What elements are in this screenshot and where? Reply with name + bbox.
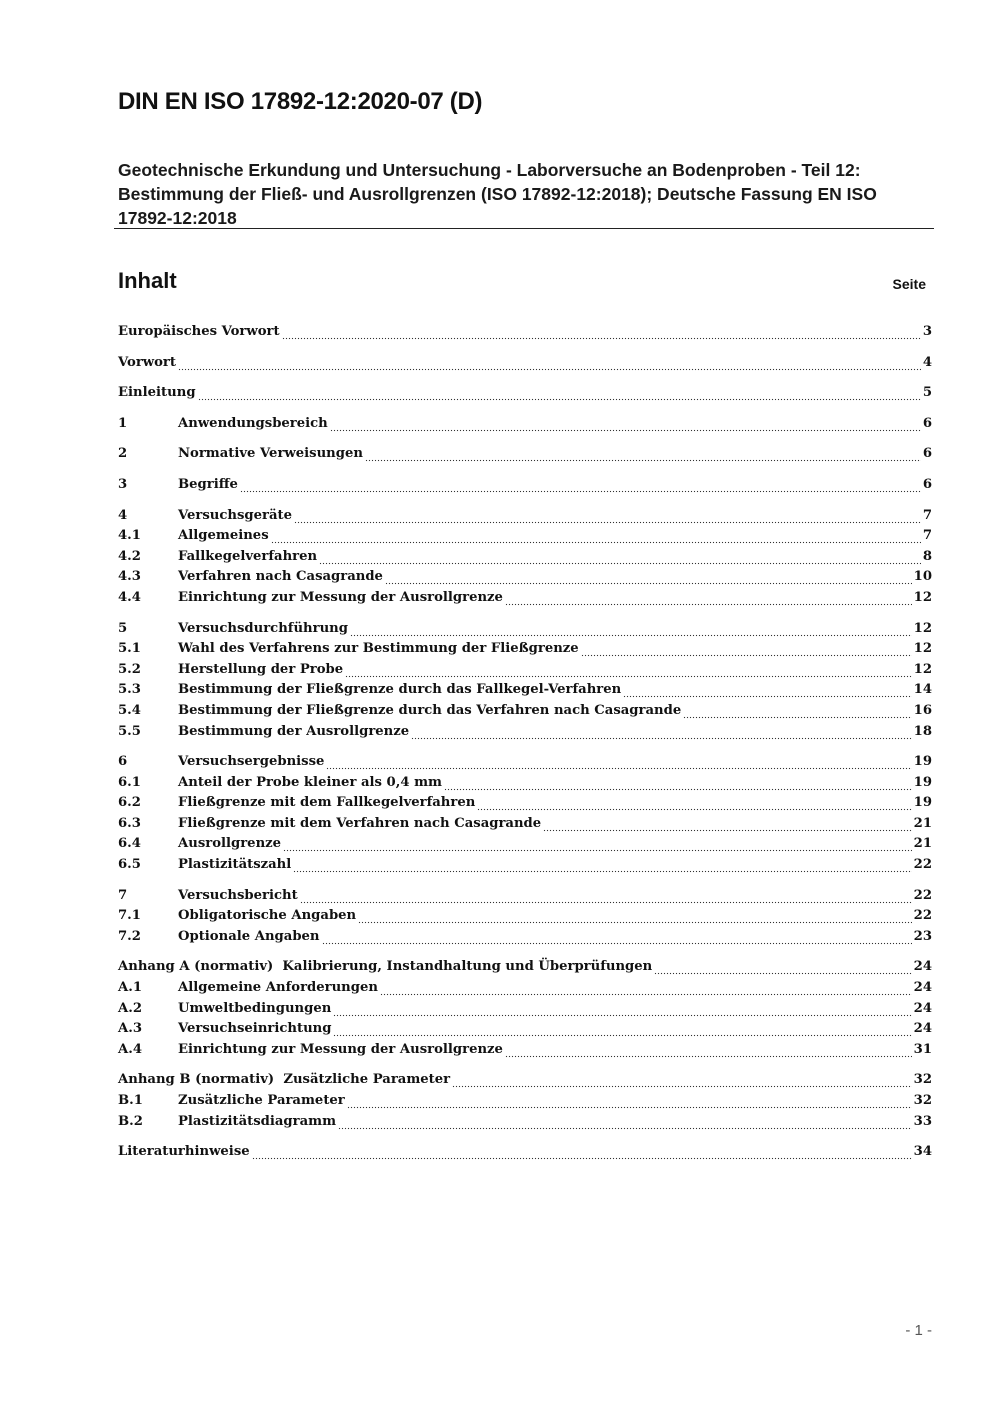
toc-entry-number: 4.1 — [118, 528, 141, 544]
toc-entry-page: 4 — [923, 353, 932, 374]
toc-entry[interactable] — [118, 619, 932, 640]
dot-leader — [358, 906, 911, 927]
toc-entry-label: Fließgrenze mit dem Fallkegelverfahren — [178, 793, 477, 814]
toc-entry-number: A.4 — [118, 1041, 142, 1057]
toc-entry-page: 12 — [914, 619, 932, 640]
dot-leader — [477, 793, 911, 814]
toc-entry[interactable] — [118, 383, 932, 404]
toc-entry[interactable] — [118, 722, 932, 743]
toc-entry-page: 24 — [914, 978, 932, 999]
dot-leader — [283, 834, 912, 855]
toc-entry-page: 24 — [914, 999, 932, 1020]
toc-entry-label: Allgemeine Anforderungen — [178, 978, 380, 999]
toc-entry-label: Einrichtung zur Messung der Ausrollgrenze — [178, 588, 505, 609]
dot-leader — [322, 927, 912, 948]
toc-entry[interactable] — [118, 526, 932, 547]
toc-entry-label: Versuchsdurchführung — [178, 619, 350, 640]
toc-entry-number: 1 — [118, 415, 128, 431]
dot-leader — [505, 1040, 912, 1061]
toc-entry[interactable] — [118, 752, 932, 773]
dot-leader — [333, 999, 911, 1020]
toc-entry[interactable] — [118, 999, 932, 1020]
toc-entry-label: Normative Verweisungen — [178, 444, 365, 465]
toc-entry-label: Fallkegelverfahren — [178, 547, 319, 568]
toc-entry-page: 8 — [923, 547, 932, 568]
toc-entry[interactable] — [118, 978, 932, 999]
dot-leader — [623, 680, 911, 701]
toc-entry-page: 23 — [914, 927, 932, 948]
toc-entry[interactable] — [118, 1142, 932, 1163]
toc-entry-number: 6.1 — [118, 774, 141, 790]
dot-leader — [385, 567, 912, 588]
toc-entry[interactable] — [118, 1112, 932, 1133]
toc-entry-label: Allgemeines — [178, 526, 271, 547]
document-title: DIN EN ISO 17892-12:2020-07 (D) — [118, 88, 483, 115]
toc-entry-page: 31 — [914, 1040, 932, 1061]
dot-leader — [365, 444, 921, 465]
toc-entry[interactable] — [118, 414, 932, 435]
toc-entry[interactable] — [118, 444, 932, 465]
dot-leader — [380, 978, 912, 999]
toc-entry[interactable] — [118, 855, 932, 876]
toc-entry[interactable] — [118, 639, 932, 660]
toc-entry-page: 6 — [923, 475, 932, 496]
toc-entry-number: 4.4 — [118, 589, 141, 605]
dot-leader — [654, 957, 911, 978]
toc-entry-label: Begriffe — [178, 475, 240, 496]
toc-entry[interactable] — [118, 1040, 932, 1061]
dot-leader — [198, 383, 921, 404]
toc-entry[interactable] — [118, 322, 932, 343]
toc-entry[interactable] — [118, 588, 932, 609]
toc-entry[interactable] — [118, 353, 932, 374]
toc-entry-page: 5 — [923, 383, 932, 404]
toc-entry-page: 12 — [914, 588, 932, 609]
dot-leader — [350, 619, 912, 640]
toc-entry[interactable] — [118, 701, 932, 722]
toc-entry-number: 7.1 — [118, 908, 141, 924]
toc-entry-label: Versuchsergebnisse — [178, 752, 326, 773]
toc-entry-page: 3 — [923, 322, 932, 343]
dot-leader — [178, 353, 921, 374]
toc-entry-number: 6.4 — [118, 836, 141, 852]
toc-entry-number: 5.1 — [118, 641, 141, 657]
toc-entry-page: 18 — [914, 722, 932, 743]
toc-entry[interactable] — [118, 680, 932, 701]
toc-entry-page: 12 — [914, 639, 932, 660]
page-number: - 1 - — [905, 1322, 932, 1339]
dot-leader — [347, 1091, 912, 1112]
toc-entry-number: 6.2 — [118, 795, 141, 811]
toc-entry-page: 19 — [914, 773, 932, 794]
toc-entry-page: 24 — [914, 957, 932, 978]
toc-entry-label: Ausrollgrenze — [178, 834, 283, 855]
toc-entry-number: 5.2 — [118, 661, 141, 677]
toc-entry-label: Verfahren nach Casagrande — [178, 567, 385, 588]
toc-entry-page: 34 — [914, 1142, 932, 1163]
toc-entry-number: 3 — [118, 476, 128, 492]
dot-leader — [240, 475, 921, 496]
toc-entry[interactable] — [118, 906, 932, 927]
toc-entry[interactable] — [118, 506, 932, 527]
toc-entry[interactable] — [118, 773, 932, 794]
toc-entry[interactable] — [118, 957, 932, 978]
toc-entry[interactable] — [118, 475, 932, 496]
toc-entry-number: B.1 — [118, 1093, 143, 1108]
toc-entry-page: 12 — [914, 660, 932, 681]
dot-leader — [300, 886, 912, 907]
toc-entry[interactable] — [118, 547, 932, 568]
toc-entry-label: Bestimmung der Fließgrenze durch das Fallkegel-Verfahren — [178, 680, 623, 701]
toc-entry-number: 5.5 — [118, 723, 141, 739]
toc-entry-page: 21 — [914, 814, 932, 835]
dot-leader — [271, 526, 921, 547]
toc-entry-page: 22 — [914, 906, 932, 927]
toc-entry-page: 7 — [923, 526, 932, 547]
toc-entry-label: Versuchseinrichtung — [178, 1019, 333, 1040]
toc-entry-number: 6.5 — [118, 857, 141, 873]
toc-entry-number: 7 — [118, 887, 128, 903]
toc-entry-page: 14 — [914, 680, 932, 701]
table-of-contents — [118, 322, 932, 1163]
dot-leader — [282, 322, 921, 343]
toc-entry-label: Herstellung der Probe — [178, 660, 345, 681]
toc-entry-number: 5.4 — [118, 702, 141, 718]
dot-leader — [293, 855, 911, 876]
toc-entry-number: 2 — [118, 446, 128, 462]
toc-entry-page: 22 — [914, 855, 932, 876]
dot-leader — [543, 814, 911, 835]
dot-leader — [581, 639, 912, 660]
toc-entry-label: Optionale Angaben — [178, 927, 322, 948]
toc-entry-number: 6 — [118, 754, 128, 770]
dot-leader — [330, 414, 921, 435]
dot-leader — [345, 660, 912, 681]
toc-entry-page: 6 — [923, 414, 932, 435]
toc-entry-label: Einleitung — [118, 383, 198, 404]
toc-entry-number: 7.2 — [118, 928, 141, 944]
toc-entry-label: Anwendungsbereich — [178, 414, 330, 435]
toc-entry[interactable] — [118, 814, 932, 835]
toc-entry-label: Europäisches Vorwort — [118, 322, 282, 343]
toc-entry-label: Obligatorische Angaben — [178, 906, 358, 927]
dot-leader — [333, 1019, 911, 1040]
title-divider — [114, 228, 934, 229]
dot-leader — [505, 588, 912, 609]
toc-entry-page: 24 — [914, 1019, 932, 1040]
toc-entry-number: 5.3 — [118, 682, 141, 698]
dot-leader — [319, 547, 921, 568]
toc-entry[interactable] — [118, 1019, 932, 1040]
toc-entry[interactable] — [118, 834, 932, 855]
toc-entry-page: 6 — [923, 444, 932, 465]
toc-entry-page: 21 — [914, 834, 932, 855]
toc-entry-label: Fließgrenze mit dem Verfahren nach Casagrande — [178, 814, 543, 835]
dot-leader — [338, 1112, 912, 1133]
toc-entry-label: Wahl des Verfahrens zur Bestimmung der Fließgrenze — [178, 639, 581, 660]
dot-leader — [444, 773, 912, 794]
toc-entry[interactable] — [118, 886, 932, 907]
toc-entry-page: 32 — [914, 1070, 932, 1091]
toc-entry[interactable] — [118, 927, 932, 948]
toc-entry-label: Anhang B (normativ) Zusätzliche Parameter — [118, 1070, 452, 1091]
toc-entry-page: 19 — [914, 793, 932, 814]
dot-leader — [252, 1142, 912, 1163]
dot-leader — [411, 722, 911, 743]
toc-entry-page: 33 — [914, 1112, 932, 1133]
toc-entry-label: Versuchsbericht — [178, 886, 300, 907]
toc-entry[interactable] — [118, 567, 932, 588]
toc-entry-page: 19 — [914, 752, 932, 773]
toc-entry-label: Anteil der Probe kleiner als 0,4 mm — [178, 773, 444, 794]
toc-entry-label: Einrichtung zur Messung der Ausrollgrenze — [178, 1040, 505, 1061]
toc-entry-page: 16 — [914, 701, 932, 722]
toc-entry-number: A.1 — [118, 980, 142, 996]
toc-entry-number: 4 — [118, 507, 128, 523]
toc-entry-number: A.2 — [118, 1000, 142, 1016]
toc-entry[interactable] — [118, 1070, 932, 1091]
toc-entry-page: 10 — [914, 567, 932, 588]
toc-entry-page: 7 — [923, 506, 932, 527]
toc-entry-number: A.3 — [118, 1021, 142, 1037]
toc-entry[interactable] — [118, 793, 932, 814]
toc-entry-label: Umweltbedingungen — [178, 999, 333, 1020]
dot-leader — [683, 701, 911, 722]
toc-entry-number: 6.3 — [118, 815, 141, 831]
dot-leader — [294, 506, 921, 527]
toc-entry-label: Plastizitätsdiagramm — [178, 1112, 338, 1133]
toc-entry-number: 4.2 — [118, 548, 141, 564]
page-column-label: Seite — [892, 276, 926, 292]
toc-entry-number: B.2 — [118, 1113, 143, 1129]
toc-entry-label: Literaturhinweise — [118, 1142, 252, 1163]
dot-leader — [326, 752, 911, 773]
toc-entry-page: 32 — [914, 1091, 932, 1112]
toc-entry-label: Plastizitätszahl — [178, 855, 293, 876]
toc-entry-label: Zusätzliche Parameter — [178, 1091, 347, 1112]
toc-entry-page: 22 — [914, 886, 932, 907]
toc-entry-label: Bestimmung der Fließgrenze durch das Verfahren nach Casagrande — [178, 701, 683, 722]
toc-entry-number: 4.3 — [118, 569, 141, 585]
toc-entry-label: Anhang A (normativ) Kalibrierung, Instandhaltung und Überprüfungen — [118, 957, 654, 978]
toc-entry-label: Vorwort — [118, 353, 178, 374]
toc-entry-number: 5 — [118, 620, 128, 636]
toc-entry[interactable] — [118, 660, 932, 681]
dot-leader — [452, 1070, 912, 1091]
document-subtitle: Geotechnische Erkundung und Untersuchung - Laborversuche an Bodenproben - Teil 12: Bestimmung der Fließ- und Ausrollgrenzen (ISO 17892-12:2018); Deutsche Fassung EN ISO 17892-12:2018 — [118, 160, 877, 228]
toc-entry[interactable] — [118, 1091, 932, 1112]
contents-heading: Inhalt — [118, 268, 177, 293]
toc-entry-label: Versuchsgeräte — [178, 506, 294, 527]
toc-entry-label: Bestimmung der Ausrollgrenze — [178, 722, 411, 743]
